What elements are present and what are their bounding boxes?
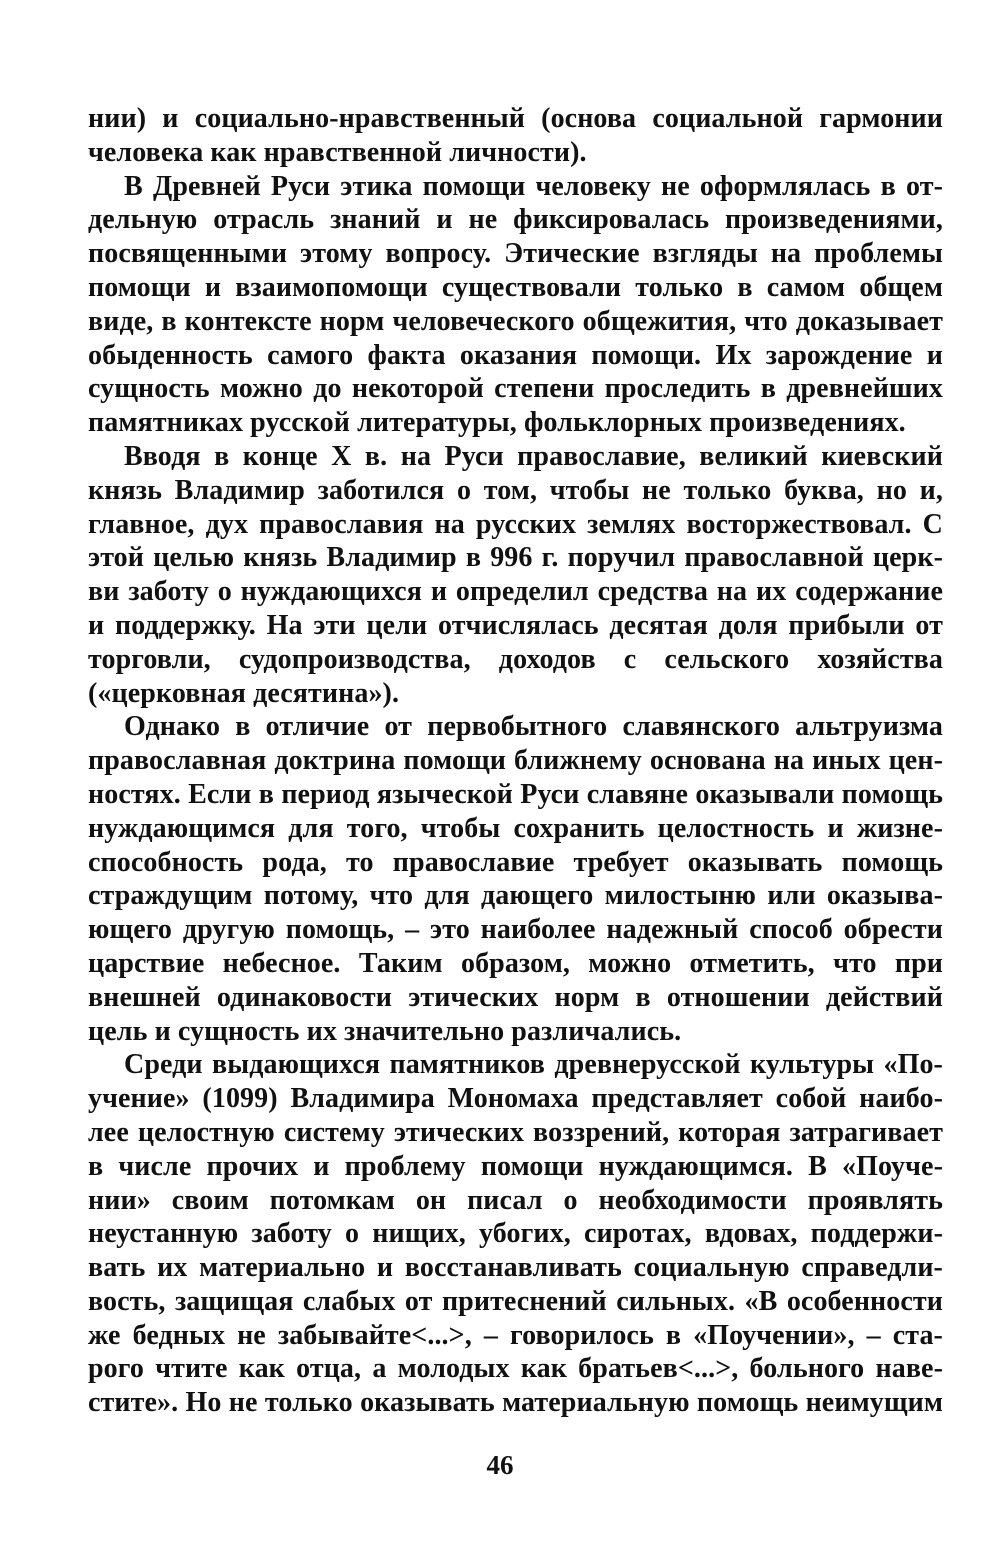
paragraph [88,710,943,1048]
text-line: памятниках русской литературы, фольклорных произведениях. [88,407,906,439]
paragraph [88,102,943,170]
text-line: дельную отрасль знаний и не фиксировалась произведениями, [88,204,943,236]
text-line: главное, дух православия на русских землях восторжествовал. С [88,508,943,540]
text-line: же бедных не забывайте<...>, – говорилось в «Поучении», – ста- [88,1319,943,1351]
text-line: Среди выдающихся памятников древнерусской культуры «По- [124,1049,943,1081]
paragraph [88,170,943,440]
text-line: нии) и социально-нравственный (основа социальной гармонии [88,103,943,134]
text-line: рого чтите как отца, а молодых как братьев<...>, больного наве- [88,1353,943,1385]
text-line: лее целостную систему этических воззрений, которая затрагивает [88,1116,943,1148]
text-line: Однако в отличие от первобытного славянского альтруизма [124,711,943,743]
text-line: стите». Но не только оказывать материальную помощь неимущим [88,1387,943,1419]
body-text [88,102,943,1420]
text-line: ющего другую помощь, – это наиболее надежный способ обрести [88,914,943,946]
text-line: посвященными этому вопросу. Этические взгляды на проблемы [88,238,943,270]
text-line: вость, защищая слабых от притеснений сильных. «В особенности [88,1285,943,1317]
text-line: В Древней Руси этика помощи человеку не оформлялась в от- [124,170,943,202]
text-line: способность рода, то православие требует оказывать помощь [88,846,943,878]
text-line: неустанную заботу о нищих, убогих, сиротах, вдовах, поддержи- [88,1218,943,1250]
page-number: 46 [486,1450,514,1480]
text-line: сущность можно до некоторой степени проследить в древнейших [88,373,943,405]
text-line: ви заботу о нуждающихся и определил средства на их содержание [88,576,943,608]
paragraph [88,1048,943,1420]
text-line: страждущим потому, что для дающего милостыню или оказыва- [88,880,943,912]
text-line: нуждающимся для того, чтобы сохранить целостность и жизне- [88,812,943,844]
text-line: ностях. Если в период языческой Руси славяне оказывали помощь [88,778,943,810]
text-line: внешней одинаковости этических норм в отношении действий [88,981,943,1013]
paragraph [88,440,943,710]
text-line: нии» своим потомкам он писал о необходимости проявлять [88,1184,943,1216]
text-line: и поддержку. На эти цели отчислялась десятая доля прибыли от [88,609,943,641]
text-line: вать их материально и восстанавливать социальную справедли- [88,1252,943,1284]
text-line: помощи и взаимопомощи существовали только в самом общем [88,271,943,303]
text-line: этой целью князь Владимир в 996 г. поручил православной церк- [88,542,943,574]
text-line: торговли, судопроизводства, доходов с сельского хозяйства [88,643,943,675]
text-line: Вводя в конце X в. на Руси православие, великий киевский [124,440,943,472]
text-line: православная доктрина помощи ближнему основана на иных цен- [88,745,943,777]
text-line: обыденность самого факта оказания помощи. Их зарождение и [88,339,943,371]
text-line: цель и сущность их значительно различались. [88,1015,682,1047]
text-line: князь Владимир заботился о том, чтобы не только буква, но и, [88,474,943,506]
text-line: виде, в контексте норм человеческого общежития, что доказывает [88,305,943,337]
text-line: учение» (1099) Владимира Мономаха представляет собой наибо- [88,1083,943,1115]
text-line: человека как нравственной личности). [88,136,587,168]
text-line: в числе прочих и проблему помощи нуждающимся. В «Поуче- [88,1150,943,1182]
text-line: («церковная десятина»). [88,677,400,709]
text-line: царствие небесное. Таким образом, можно отметить, что при [88,947,943,979]
